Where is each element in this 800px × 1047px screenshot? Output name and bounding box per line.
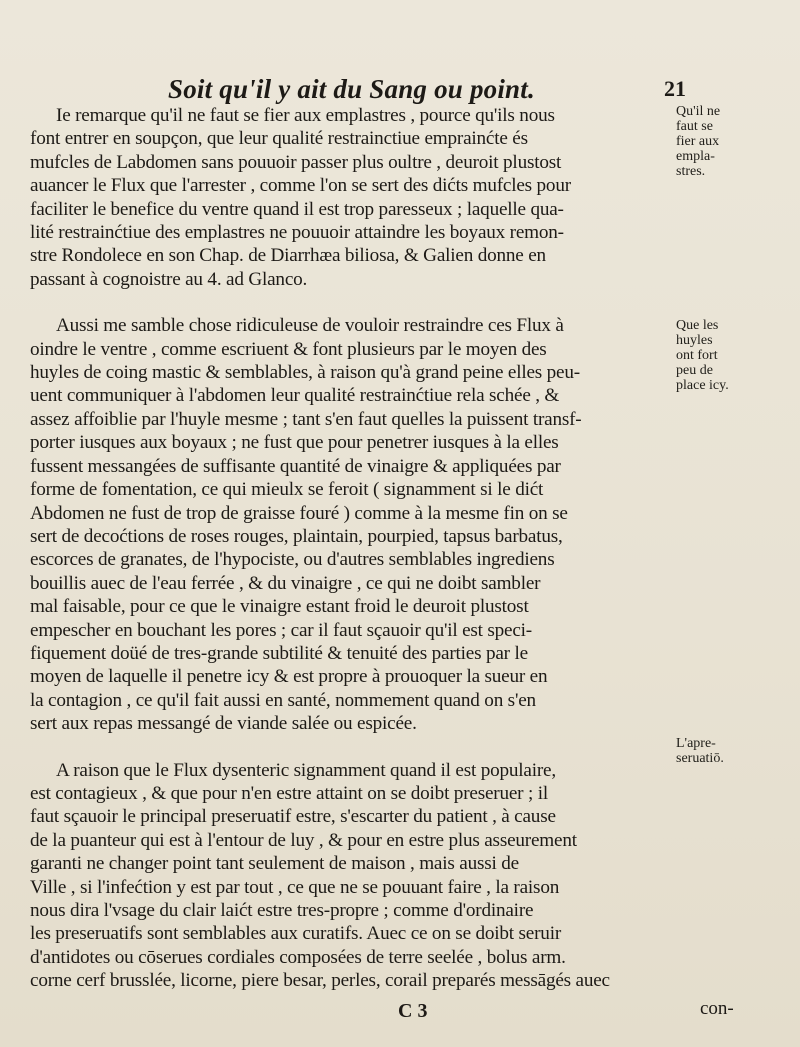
text-line: oindre le ventre , comme escriuent & font plusieurs par le moyen des [30, 338, 547, 360]
paragraph-3 [30, 759, 670, 993]
text-line: sert aux repas messangé de viande salée ou espicée. [30, 713, 417, 735]
margin-note-line: L'apre- [676, 736, 716, 751]
text-line: moyen de laquelle il penetre icy & est propre à prouoquer la sueur en [30, 666, 548, 688]
text-line: stre Rondolece en son Chap. de Diarrhæa biliosa, & Galien donne en [30, 245, 546, 267]
margin-note-line: ont fort [676, 348, 718, 363]
text-line: empescher en bouchant les pores ; car il faut sçauoir qu'il est speci- [30, 619, 533, 641]
text-line: faut sçauoir le principal preseruatif estre, s'escarter du patient , à cause [30, 806, 556, 828]
page-header [168, 74, 728, 108]
text-line: est contagieux , & que pour n'en estre attaint on se doibt preseruer ; il [30, 782, 548, 804]
paragraph-2 [30, 314, 670, 735]
margin-note-line: Que les [676, 318, 719, 333]
margin-note-1 [676, 104, 768, 179]
text-line: nous dira l'vsage du clair laićt estre tres-propre ; comme d'ordinaire [30, 900, 534, 921]
margin-note-line: huyles [676, 333, 713, 348]
margin-note-line: Qu'il ne [676, 104, 721, 119]
margin-note-2 [676, 318, 768, 393]
margin-note-line: empla- [676, 149, 715, 164]
margin-note-line: peu de [676, 363, 713, 378]
text-line: Ie remarque qu'il ne faut se fier aux emplastres , pource qu'ils nous [56, 105, 555, 126]
text-line: d'antidotes ou cōserues cordiales composées de terre seelée , bolus arm. [30, 946, 566, 968]
text-line: huyles de coing mastic & semblables, à raison qu'à grand peine elles peu- [30, 362, 580, 384]
margin-note-line: stres. [676, 164, 706, 179]
text-line: auancer le Flux que l'arrester , comme l'on se sert des dićts mufcles pour [30, 175, 571, 197]
text-line: Aussi me samble chose ridiculeuse de vouloir restraindre ces Flux à [56, 315, 564, 337]
text-line: porter iusques aux boyaux ; ne fust que pour penetrer iusques à la elles [30, 432, 559, 454]
body-text [30, 104, 670, 993]
text-line: fiquement doüé de tres-grande subtilité & tenuité des parties par le [30, 642, 528, 664]
text-line: bouillis auec de l'eau ferrée , & du vinaigre , ce qui ne doibt sambler [30, 572, 541, 594]
text-line: fussent messangées de suffisante quantité de vinaigre & appliquées par [30, 455, 561, 477]
page-footer [0, 1000, 800, 1030]
text-line: passant à cognoistre au 4. ad Glanco. [30, 268, 308, 290]
text-line: garanti ne changer point tant seulement de maison , mais aussi de [30, 853, 519, 875]
text-line: sert de decoćtions de roses rouges, plaintain, pourpied, tapsus barbatus, [30, 525, 563, 547]
catchword: con- [700, 998, 734, 1019]
text-line: font entrer en soupçon, que leur qualité restrainctiue emprainćte és [30, 128, 528, 150]
text-line: la contagion , ce qu'il fait aussi en santé, nommement quand on s'en [30, 689, 536, 711]
text-line: de la puanteur qui est à l'entour de luy , & pour en estre plus asseurement [30, 829, 577, 851]
text-line: mufcles de Labdomen sans pouuoir passer plus oultre , deuroit plustost [30, 151, 562, 173]
paragraph-1 [30, 104, 670, 291]
text-line: corne cerf brusslée, licorne, piere besar, perles, corail preparés messāgés auec [30, 970, 610, 992]
text-line: faciliter le benefice du ventre quand il est trop paresseux ; laquelle qua- [30, 198, 564, 220]
text-line: mal faisable, pour ce que le vinaigre estant froid le deuroit plustost [30, 596, 529, 618]
text-line: Abdomen ne fust de trop de graisse fouré ) comme à la mesme fin on se [30, 502, 568, 524]
margin-note-line: seruatiō. [676, 751, 724, 766]
margin-note-line: faut se [676, 119, 713, 134]
text-line: lité restrainćtiue des emplastres ne pouuoir attaindre les boyaux remon- [30, 222, 564, 244]
page-number: 21 [664, 76, 686, 101]
text-line: assez affoiblie par l'huyle mesme ; tant s'en faut quelles la puissent transf- [30, 408, 582, 430]
text-line: A raison que le Flux dysenteric signamment quand il est populaire, [56, 759, 556, 781]
margin-note-line: fier aux [676, 134, 720, 149]
margin-note-line: place icy. [676, 378, 729, 393]
text-line: uent communiquer à l'abdomen leur qualité restrainćtiue rela schée , & [30, 385, 560, 407]
signature-mark: C 3 [398, 1000, 428, 1022]
text-line: forme de fomentation, ce qui mieulx se feroit ( signamment si le dićt [30, 479, 544, 501]
text-line: Ville , si l'infećtion y est par tout , ce que ne se pouuant faire , la raison [30, 876, 560, 898]
margin-note-3 [676, 736, 768, 766]
text-line: escorces de granates, de l'hypociste, ou d'autres semblables ingrediens [30, 549, 555, 571]
text-line: les preseruatifs sont semblables aux curatifs. Auec ce on se doibt seruir [30, 923, 562, 945]
running-title: Soit qu'il y ait du Sang ou point. [168, 74, 535, 104]
